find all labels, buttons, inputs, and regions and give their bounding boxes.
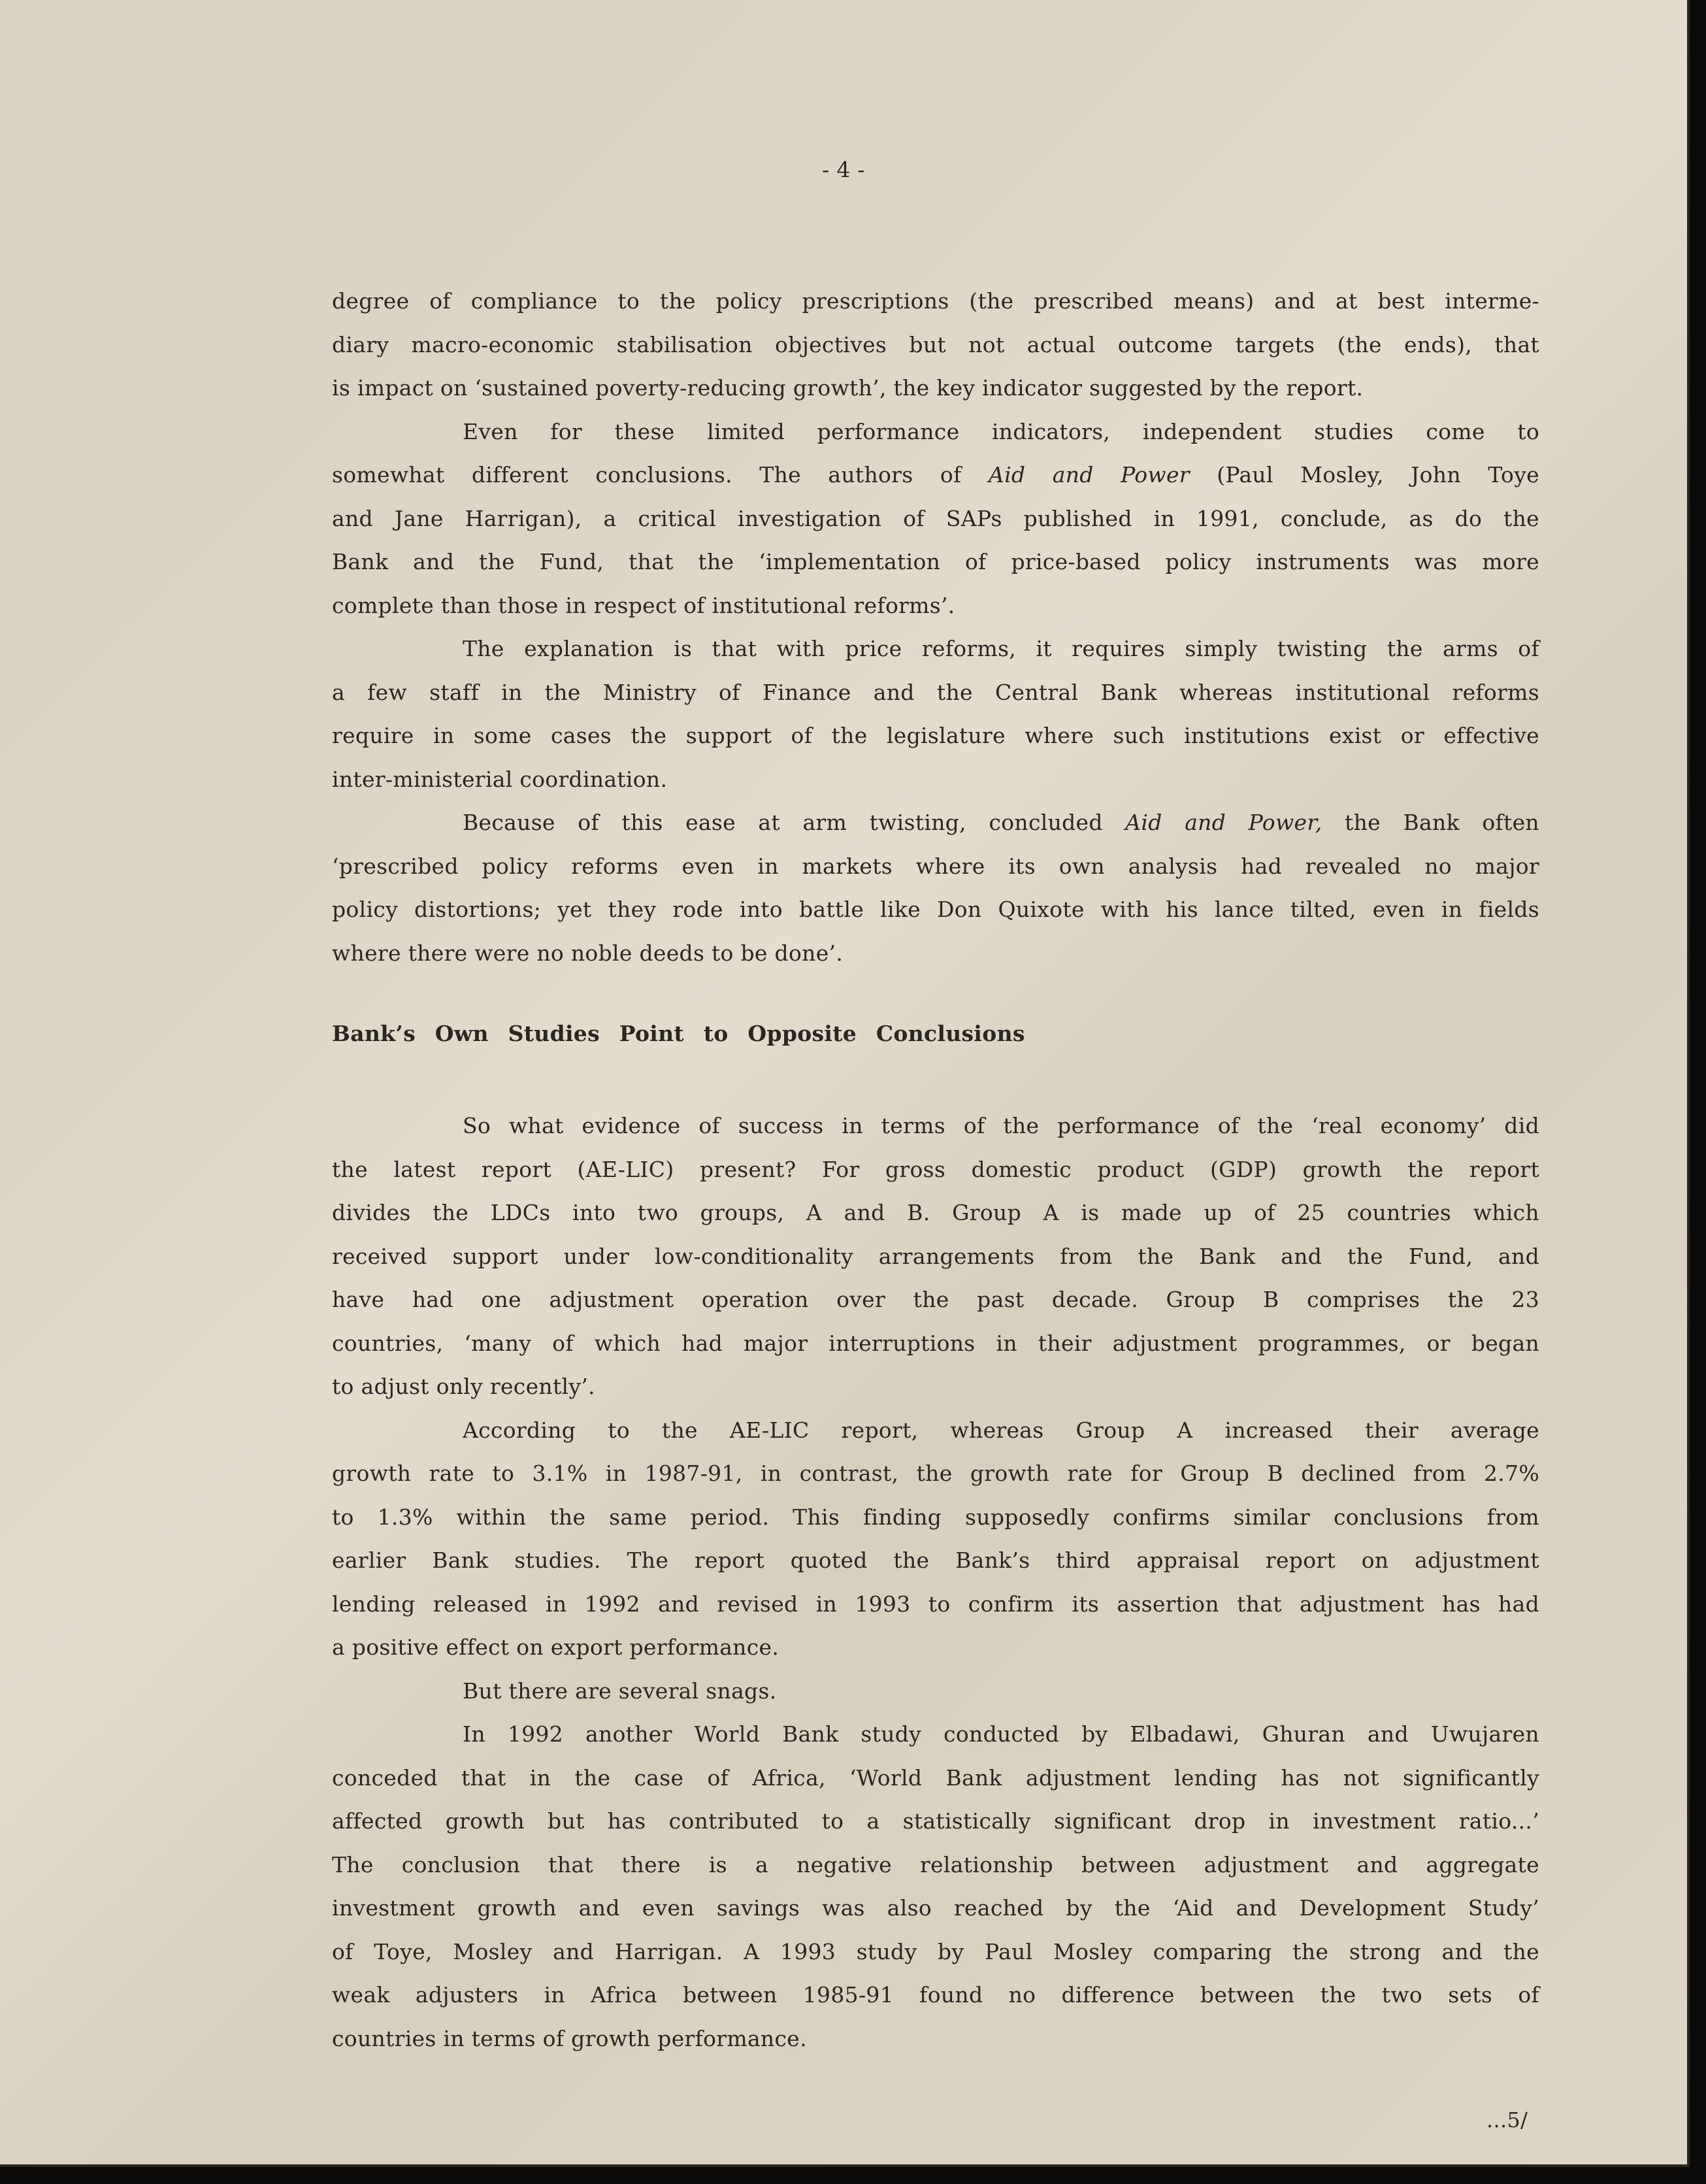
text-segment: ‘prescribed policy reforms even in markets where its own analysis had revealed no major [332, 853, 1539, 879]
text-line [332, 1235, 1539, 1279]
body-text-section-2 [332, 1104, 1539, 2060]
text-segment: to adjust only recently’. [332, 1374, 595, 1399]
text-segment: have had one adjustment operation over the past decade. Group B comprises the 23 [332, 1287, 1539, 1312]
text-line [332, 2017, 1539, 2061]
text-segment: received support under low-conditionality arrangements from the Bank and the Fund, and [332, 1243, 1539, 1269]
text-line [332, 1409, 1539, 1453]
text-segment: degree of compliance to the policy prescriptions (the prescribed means) and at best interme- [332, 288, 1539, 314]
text-segment: According to the AE-LIC report, whereas Group A increased their average [463, 1417, 1539, 1443]
text-line [332, 367, 1539, 410]
italic-title: Aid and Power [988, 462, 1190, 488]
text-line [332, 280, 1539, 323]
text-segment: policy distortions; yet they rode into battle like Don Quixote with his lance tilted, even in fields [332, 897, 1539, 922]
text-segment: investment growth and even savings was also reached by the ‘Aid and Development Study’ [332, 1895, 1539, 1921]
text-line [332, 540, 1539, 584]
text-line [332, 1539, 1539, 1583]
text-segment: growth rate to 3.1% in 1987-91, in contrast, the growth rate for Group B declined from 2.7% [332, 1461, 1539, 1486]
text-line [332, 1757, 1539, 1800]
text-segment: is impact on ‘sustained poverty-reducing growth’, the key indicator suggested by the report. [332, 375, 1364, 401]
text-line [332, 758, 1539, 802]
text-segment: diary macro-economic stabilisation objectives but not actual outcome targets (the ends), that [332, 331, 1539, 357]
text-segment: a few staff in the Ministry of Finance and the Central Bank whereas institutional reforms [332, 679, 1539, 705]
body-text-section-1 [332, 280, 1539, 975]
text-line [332, 627, 1539, 671]
text-segment: countries in terms of growth performance. [332, 2025, 807, 2051]
text-segment: In 1992 another World Bank study conducted by Elbadawi, Ghuran and Uwujaren [463, 1721, 1539, 1747]
text-line [332, 1844, 1539, 1887]
text-line [332, 1322, 1539, 1366]
text-segment: require in some cases the support of the legislature where such institutions exist or effective [332, 723, 1539, 748]
text-line [332, 584, 1539, 628]
text-line [332, 1148, 1539, 1192]
text-segment: conceded that in the case of Africa, ‘World Bank adjustment lending has not significantly [332, 1764, 1539, 1791]
text-segment: and Jane Harrigan), a critical investigation of SAPs published in 1991, conclude, as do the [332, 505, 1539, 531]
italic-title: Aid and Power, [1125, 810, 1322, 835]
text-line [332, 1713, 1539, 1757]
page-number: - 4 - [822, 157, 865, 182]
text-segment: So what evidence of success in terms of the performance of the ‘real economy’ did [463, 1113, 1539, 1138]
text-line [332, 1365, 1539, 1409]
text-segment: the latest report (AE-LIC) present? For gross domestic product (GDP) growth the report [332, 1156, 1539, 1182]
text-segment: inter-ministerial coordination. [332, 766, 668, 792]
text-line [332, 1974, 1539, 2017]
text-segment: weak adjusters in Africa between 1985-91 found no difference between the two sets of [332, 1982, 1539, 2008]
text-line [332, 1191, 1539, 1235]
text-line [332, 497, 1539, 541]
text-line [332, 671, 1539, 715]
text-line [332, 801, 1539, 845]
text-line [332, 1930, 1539, 1974]
text-segment: of Toye, Mosley and Harrigan. A 1993 study by Paul Mosley comparing the strong and the [332, 1938, 1539, 1964]
text-segment: complete than those in respect of institutional reforms’. [332, 592, 955, 618]
text-segment: The conclusion that there is a negative relationship between adjustment and aggregate [332, 1851, 1539, 1878]
text-line [332, 454, 1539, 497]
text-line [332, 1278, 1539, 1322]
text-line [332, 845, 1539, 889]
text-line [332, 1496, 1539, 1540]
text-segment: to 1.3% within the same period. This finding supposedly confirms similar conclusions from [332, 1504, 1539, 1530]
text-line [332, 888, 1539, 932]
text-segment: the Bank often [1322, 810, 1539, 835]
text-line [332, 1626, 1539, 1670]
text-segment: The explanation is that with price reforms, it requires simply twisting the arms of [463, 636, 1539, 661]
text-segment: earlier Bank studies. The report quoted the Bank’s third appraisal report on adjustment [332, 1547, 1539, 1573]
text-line [332, 1583, 1539, 1627]
text-segment: affected growth but has contributed to a statistically significant drop in investment ratio...’ [332, 1808, 1539, 1834]
text-segment: But there are several snags. [463, 1678, 777, 1704]
text-segment: where there were no noble deeds to be done’. [332, 940, 844, 966]
text-segment: a positive effect on export performance. [332, 1634, 779, 1660]
text-segment: Because of this ease at arm twisting, concluded [463, 810, 1126, 835]
text-line [332, 323, 1539, 367]
continuation-marker: ...5/ [1486, 2108, 1528, 2132]
text-line [332, 1104, 1539, 1148]
section-heading: Bank’s Own Studies Point to Opposite Conclusions [332, 1021, 1025, 1046]
text-line [332, 1670, 1539, 1713]
text-line [332, 1887, 1539, 1930]
text-line [332, 410, 1539, 454]
text-line [332, 1800, 1539, 1844]
text-segment: (Paul Mosley, John Toye [1189, 462, 1539, 488]
text-segment: somewhat different conclusions. The authors of [332, 462, 989, 488]
text-segment: lending released in 1992 and revised in 1993 to confirm its assertion that adjustment has had [332, 1591, 1539, 1617]
text-line [332, 714, 1539, 758]
text-segment: countries, ‘many of which had major interruptions in their adjustment programmes, or began [332, 1330, 1539, 1356]
text-segment: Bank and the Fund, that the ‘implementation of price-based policy instruments was more [332, 549, 1539, 574]
text-segment: Even for these limited performance indicators, independent studies come to [463, 418, 1539, 444]
text-line [332, 932, 1539, 976]
text-segment: divides the LDCs into two groups, A and B. Group A is made up of 25 countries which [332, 1200, 1539, 1225]
text-line [332, 1452, 1539, 1496]
